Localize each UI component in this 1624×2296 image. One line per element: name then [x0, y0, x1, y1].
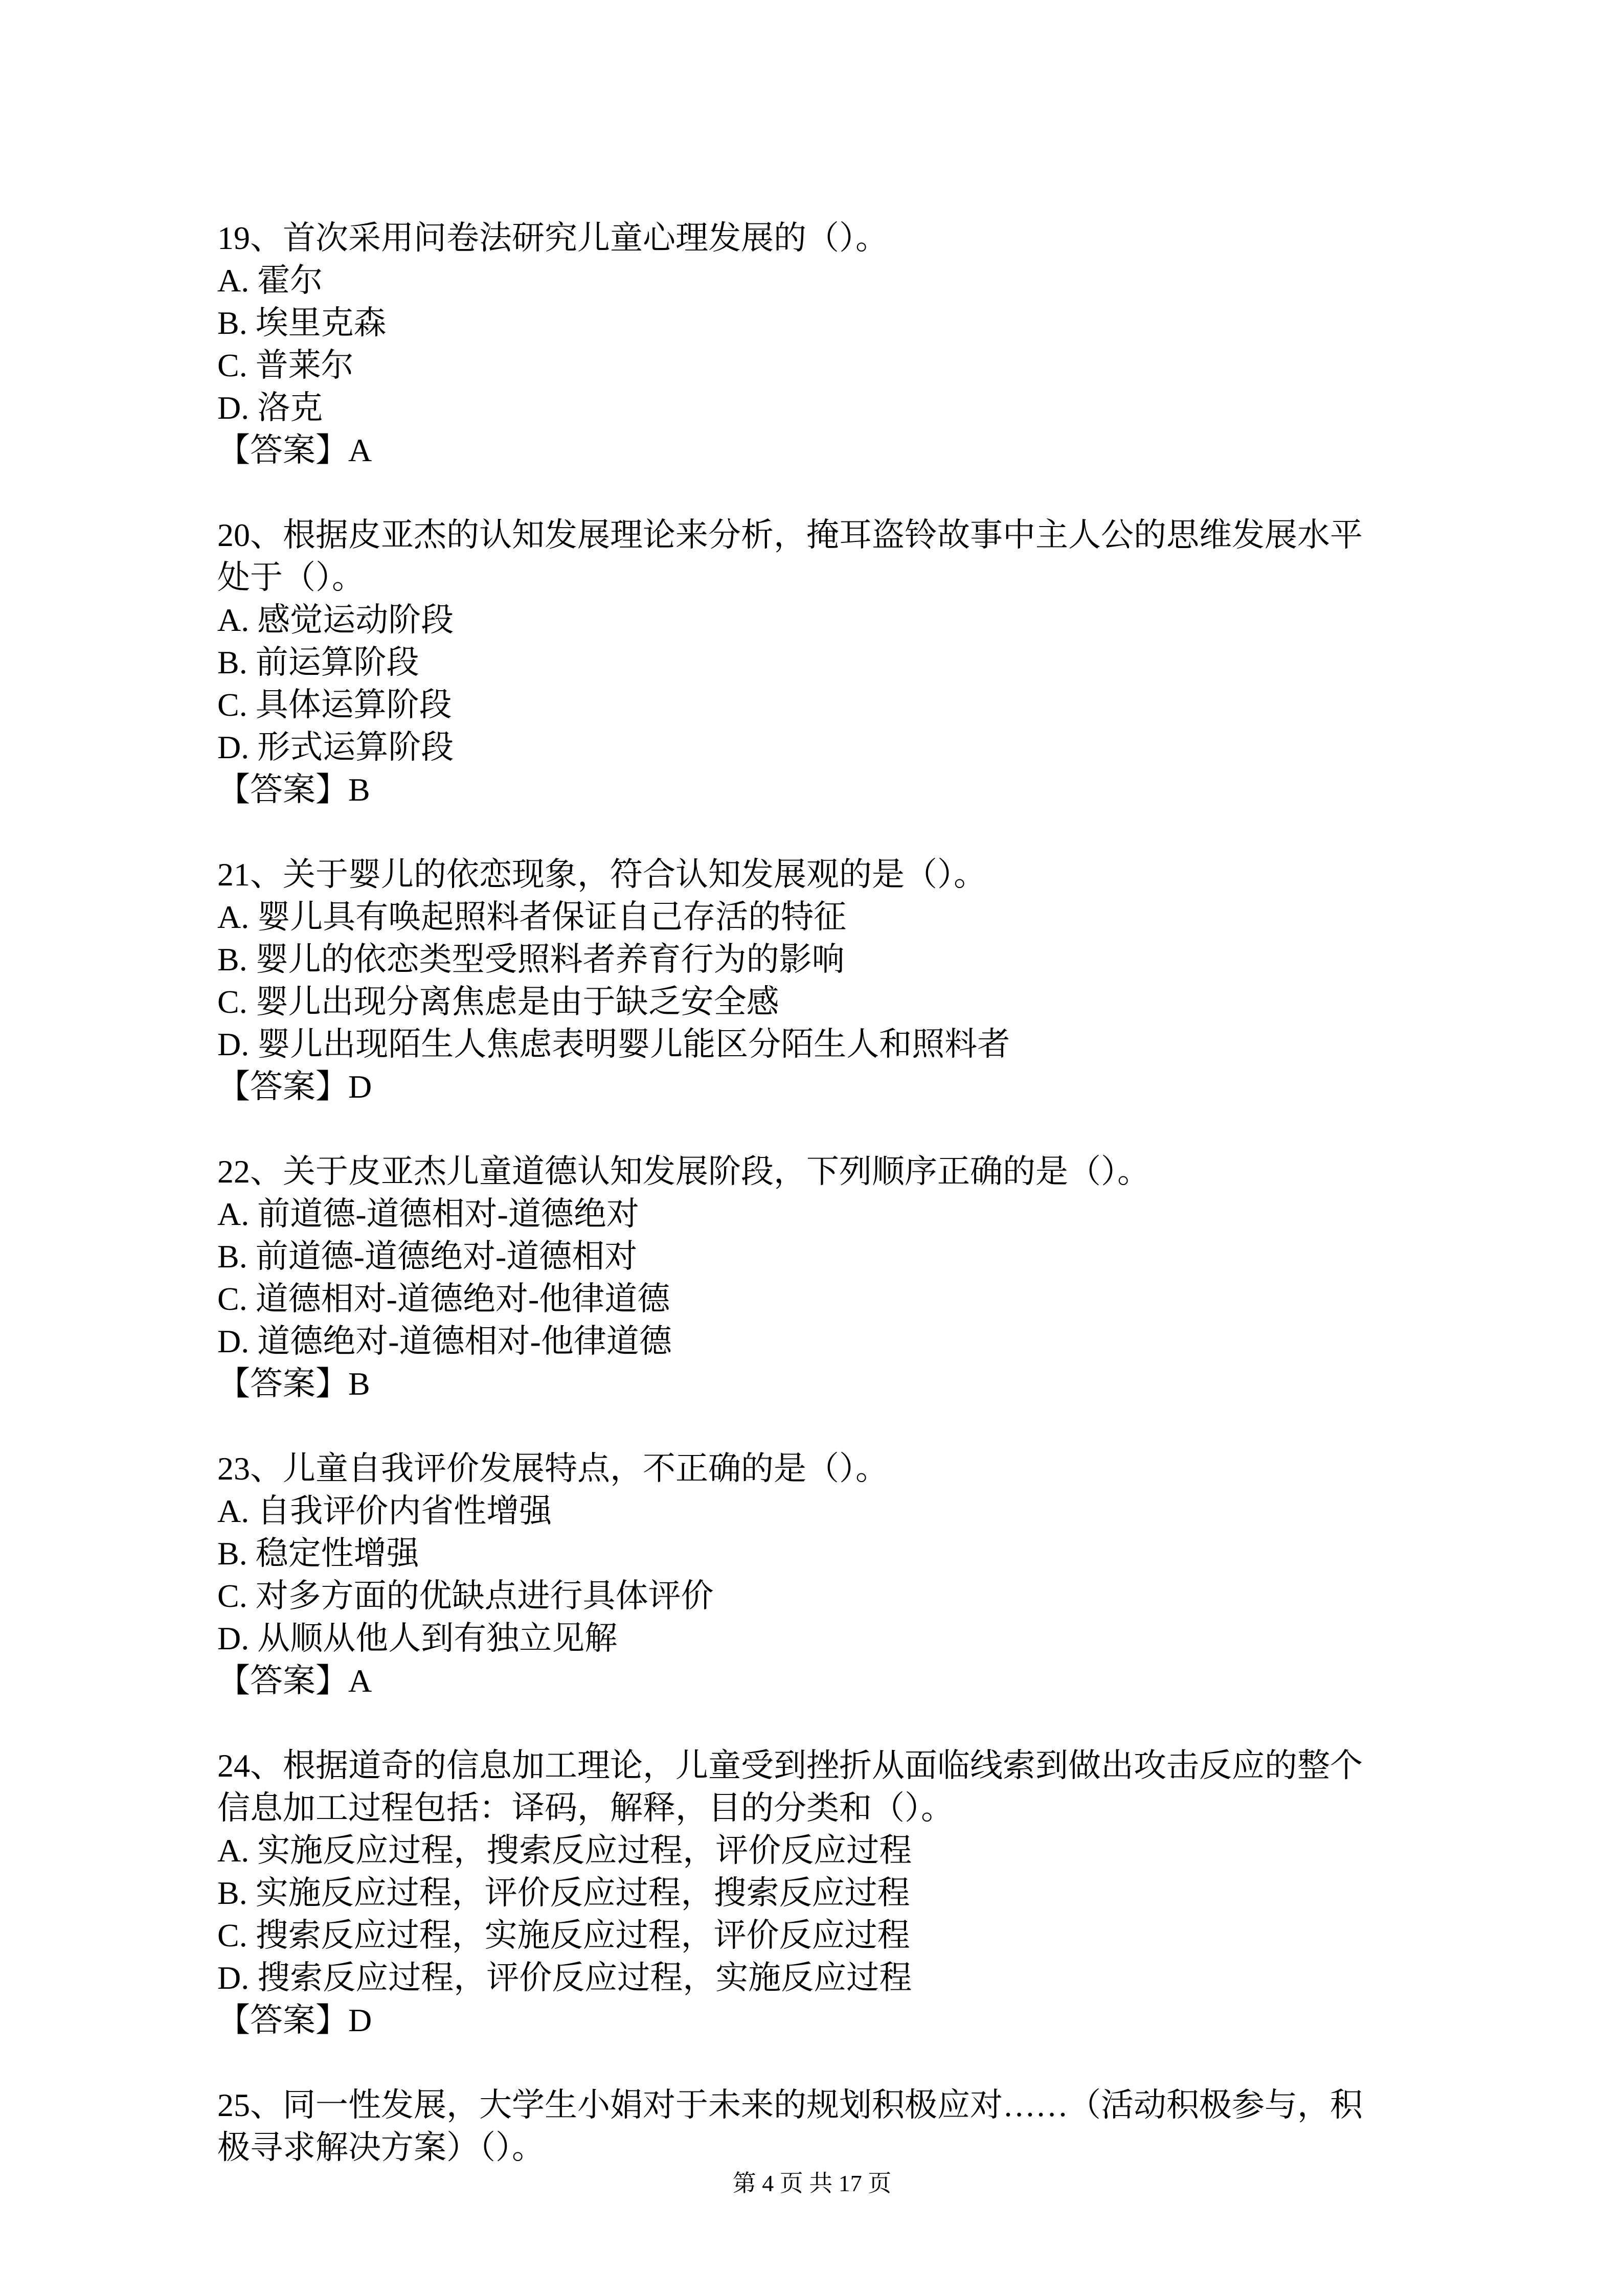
- question-19: [217, 217, 1414, 471]
- question-24-option-a: A. 实施反应过程，搜索反应过程，评价反应过程: [217, 1832, 912, 1869]
- question-19-option-a: A. 霍尔: [217, 262, 323, 299]
- question-21-option-d: D. 婴儿出现陌生人焦虑表明婴儿能区分陌生人和照料者: [217, 1026, 1010, 1062]
- question-23-stem: 23、儿童自我评价发展特点，不正确的是（）。: [217, 1450, 888, 1487]
- question-22: [217, 1150, 1414, 1405]
- question-20-option-b: B. 前运算阶段: [217, 644, 419, 680]
- question-25-stem-line-1: 25、同一性发展，大学生小娟对于未来的规划积极应对……（活动积极参与，积: [217, 2087, 1363, 2123]
- question-19-answer: 【答案】A: [217, 432, 372, 468]
- question-22-option-a: A. 前道德-道德相对-道德绝对: [217, 1196, 639, 1232]
- question-20-answer: 【答案】B: [217, 771, 370, 808]
- question-20-stem-line-2: 处于（）。: [217, 559, 365, 596]
- question-19-option-b: B. 埃里克森: [217, 305, 387, 341]
- question-20: [217, 514, 1414, 811]
- question-22-option-d: D. 道德绝对-道德相对-他律道德: [217, 1323, 672, 1359]
- question-22-stem: 22、关于皮亚杰儿童道德认知发展阶段，下列顺序正确的是（）。: [217, 1153, 1150, 1190]
- question-23: [217, 1447, 1414, 1702]
- question-24-option-b: B. 实施反应过程，评价反应过程，搜索反应过程: [217, 1875, 910, 1911]
- questions-area: [217, 217, 1414, 2169]
- question-22-option-c: C. 道德相对-道德绝对-他律道德: [217, 1281, 670, 1317]
- question-19-stem: 19、首次采用问卷法研究儿童心理发展的（）。: [217, 220, 888, 256]
- question-23-option-d: D. 从顺从他人到有独立见解: [217, 1620, 618, 1656]
- question-21-option-c: C. 婴儿出现分离焦虑是由于缺乏安全感: [217, 984, 779, 1020]
- question-24-stem-line-1: 24、根据道奇的信息加工理论，儿童受到挫折从面临线索到做出攻击反应的整个: [217, 1747, 1363, 1784]
- question-20-option-a: A. 感觉运动阶段: [217, 602, 454, 638]
- question-23-option-c: C. 对多方面的优缺点进行具体评价: [217, 1578, 714, 1614]
- question-19-option-d: D. 洛克: [217, 390, 323, 426]
- question-23-option-a: A. 自我评价内省性增强: [217, 1493, 552, 1529]
- question-24: [217, 1744, 1414, 2041]
- question-24-stem-line-2: 信息加工过程包括：译码，解释，目的分类和（）。: [217, 1790, 954, 1826]
- question-23-answer: 【答案】A: [217, 1663, 372, 1699]
- page-footer: 第 4 页 共 17 页: [732, 2170, 892, 2196]
- question-23-option-b: B. 稳定性增强: [217, 1535, 419, 1572]
- question-21: [217, 853, 1414, 1108]
- question-21-stem: 21、关于婴儿的依恋现象，符合认知发展观的是（）。: [217, 856, 986, 893]
- question-25: [217, 2084, 1414, 2169]
- question-22-option-b: B. 前道德-道德绝对-道德相对: [217, 1238, 638, 1275]
- question-20-stem-line-1: 20、根据皮亚杰的认知发展理论来分析，掩耳盗铃故事中主人公的思维发展水平: [217, 517, 1363, 553]
- question-21-option-b: B. 婴儿的依恋类型受照料者养育行为的影响: [217, 941, 845, 977]
- question-22-answer: 【答案】B: [217, 1366, 370, 1402]
- question-19-option-c: C. 普莱尔: [217, 347, 354, 383]
- question-20-option-c: C. 具体运算阶段: [217, 687, 452, 723]
- question-21-option-a: A. 婴儿具有唤起照料者保证自己存活的特征: [217, 899, 847, 935]
- question-24-option-d: D. 搜索反应过程，评价反应过程，实施反应过程: [217, 1960, 912, 1996]
- question-24-option-c: C. 搜索反应过程，实施反应过程，评价反应过程: [217, 1917, 910, 1953]
- question-25-stem-line-2: 极寻求解决方案）（）。: [217, 2129, 545, 2166]
- question-20-option-d: D. 形式运算阶段: [217, 729, 454, 765]
- question-21-answer: 【答案】D: [217, 1069, 372, 1105]
- question-24-answer: 【答案】D: [217, 2002, 372, 2038]
